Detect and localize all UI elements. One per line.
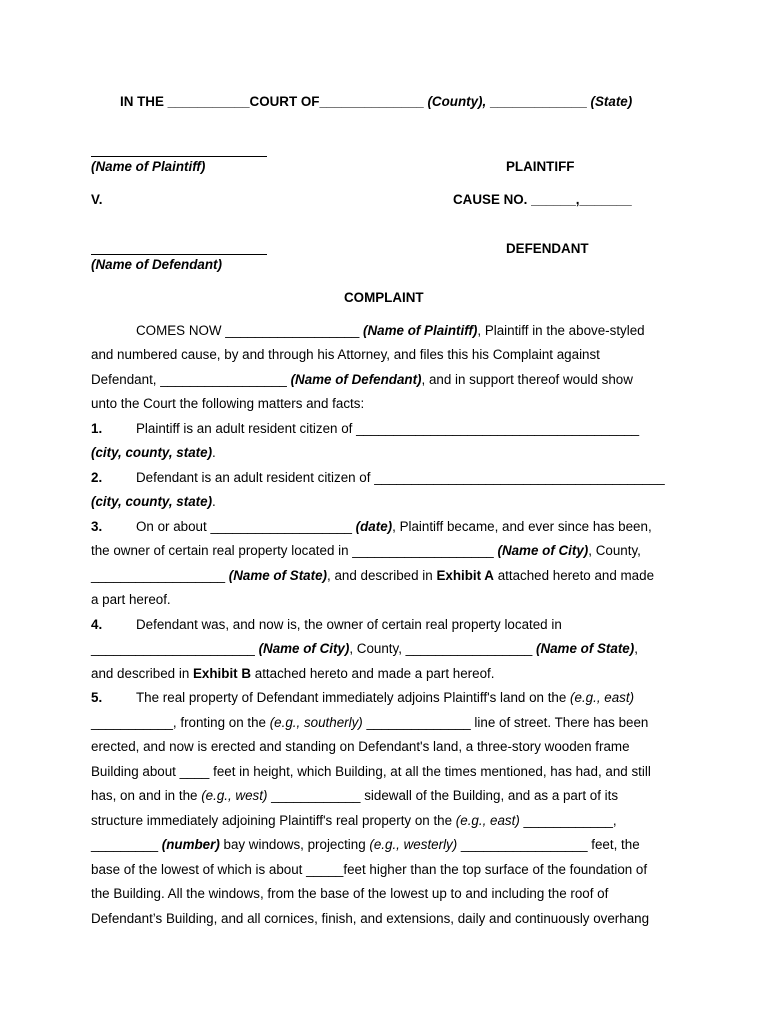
para-5-line-10: Defendant’s Building, and all cornices, finish, and extensions, daily and continuously overhang bbox=[91, 911, 650, 926]
para-5-line-4: Building about ____ feet in height, which Building, at all the times mentioned, has had, and still bbox=[91, 764, 651, 779]
para-4-line-2: ______________________ (Name of City), County, _________________ (Name of State), bbox=[91, 641, 638, 656]
plaintiff-name-label: (Name of Plaintiff) bbox=[91, 159, 206, 174]
para-5-line-2: ___________, fronting on the (e.g., southerly) ______________ line of street. There has been bbox=[91, 715, 649, 730]
para-2-line-1: Defendant is an adult resident citizen of _______________________________________ bbox=[136, 470, 665, 485]
intro-line-3: Defendant, _________________ (Name of Defendant), and in support thereof would show bbox=[91, 372, 633, 387]
para-5-number: 5. bbox=[91, 690, 103, 705]
court-blank: ______________ bbox=[319, 94, 424, 109]
para-5-line-7: _________ (number) bay windows, projecting (e.g., westerly) _________________ feet, the bbox=[91, 837, 640, 852]
para-4-line-3: and described in Exhibit B attached hereto and made a part hereof. bbox=[91, 666, 495, 681]
para-1-number: 1. bbox=[91, 421, 103, 436]
para-4-line-1: Defendant was, and now is, the owner of certain real property located in bbox=[136, 617, 562, 632]
para-5-line-3: erected, and now is erected and standing on Defendant's land, a three-story wooden frame bbox=[91, 739, 630, 754]
intro-line-1: COMES NOW __________________ (Name of Plaintiff), Plaintiff in the above-styled bbox=[136, 323, 645, 338]
plaintiff-name-line bbox=[91, 156, 267, 157]
para-1-line-2: (city, county, state). bbox=[91, 445, 216, 460]
para-3-number: 3. bbox=[91, 519, 103, 534]
para-4-number: 4. bbox=[91, 617, 103, 632]
para-5-line-8: base of the lowest of which is about _____feet higher than the top surface of the foundation of bbox=[91, 862, 648, 877]
defendant-role: DEFENDANT bbox=[506, 241, 589, 256]
defendant-name-line bbox=[91, 254, 267, 255]
intro-line-4: unto the Court the following matters and facts: bbox=[91, 396, 365, 411]
court-heading-prefix: IN THE ___________COURT OF bbox=[120, 94, 320, 109]
versus-label: V. bbox=[91, 192, 103, 207]
para-5-line-5: has, on and in the (e.g., west) ____________ sidewall of the Building, and as a part of its bbox=[91, 788, 619, 803]
para-3-line-2: the owner of certain real property located in ___________________ (Name of City), County, bbox=[91, 543, 641, 558]
intro-line-2: and numbered cause, by and through his Attorney, and files this his Complaint against bbox=[91, 347, 600, 362]
state-label: (State) bbox=[590, 94, 633, 109]
state-blank: _____________ bbox=[489, 94, 587, 109]
para-5-line-9: the Building. All the windows, from the base of the lowest up to and including the roof of bbox=[91, 886, 609, 901]
para-3-line-4: a part hereof. bbox=[91, 592, 171, 607]
para-2-number: 2. bbox=[91, 470, 103, 485]
court-heading bbox=[120, 93, 632, 111]
para-3-line-3: __________________ (Name of State), and described in Exhibit A attached hereto and made bbox=[91, 568, 655, 583]
county-label: (County), bbox=[427, 94, 487, 109]
para-5-line-6: structure immediately adjoining Plaintiff's real property on the (e.g., east) ____________, bbox=[91, 813, 617, 828]
cause-number: CAUSE NO. ______,_______ bbox=[453, 192, 632, 207]
para-2-line-2: (city, county, state). bbox=[91, 494, 216, 509]
document-title: COMPLAINT bbox=[344, 290, 424, 305]
para-5-line-1: The real property of Defendant immediately adjoins Plaintiff's land on the (e.g., east) bbox=[136, 690, 635, 705]
para-3-line-1: On or about ___________________ (date), Plaintiff became, and ever since has been, bbox=[136, 519, 652, 534]
plaintiff-role: PLAINTIFF bbox=[506, 159, 575, 174]
para-1-line-1: Plaintiff is an adult resident citizen of ______________________________________ bbox=[136, 421, 640, 436]
defendant-name-label: (Name of Defendant) bbox=[91, 257, 222, 272]
